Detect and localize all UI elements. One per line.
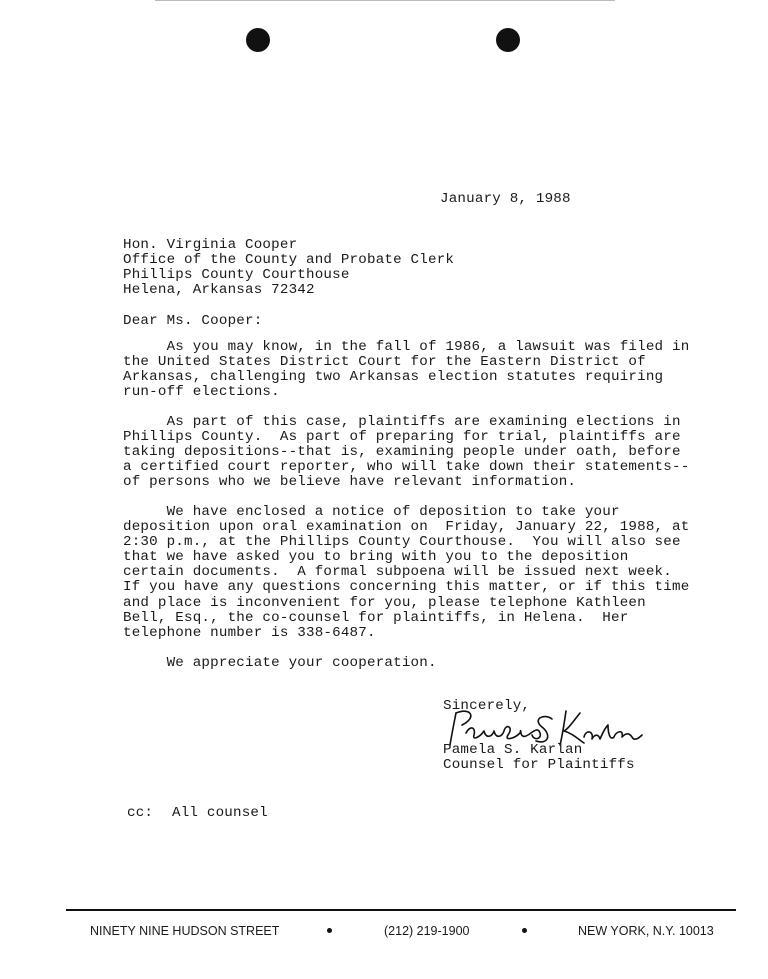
punch-hole-right <box>496 28 520 52</box>
paragraph-line: As part of this case, plaintiffs are examining elections in <box>123 414 681 430</box>
letter-date: January 8, 1988 <box>440 191 571 207</box>
footer-phone: (212) 219-1900 <box>384 924 470 938</box>
paragraph-line: If you have any questions concerning this matter, or if this time <box>123 579 690 596</box>
paragraph-line: telephone number is 338-6487. <box>123 624 376 641</box>
paragraph-line: certain documents. A formal subpoena will be issued next week. <box>123 564 672 581</box>
cc-label: cc: <box>127 805 154 821</box>
paragraph-line: 2:30 p.m., at the Phillips County Courthouse. You will also see <box>123 534 681 551</box>
cc-recipients: All counsel <box>172 805 268 821</box>
paragraph-line: Arkansas, challenging two Arkansas election statutes requiring <box>123 369 664 386</box>
signer-title: Counsel for Plaintiffs <box>443 757 635 773</box>
punch-hole-left <box>246 28 270 52</box>
paragraph-line: and place is inconvenient for you, please telephone Kathleen <box>123 594 646 611</box>
paragraph-1 <box>123 340 689 400</box>
paragraph-line: the United States District Court for the Eastern District of <box>123 354 646 371</box>
bullet-separator <box>327 928 332 933</box>
address-line: Office of the County and Probate Clerk <box>123 252 455 268</box>
top-page-edge <box>155 0 615 1</box>
paragraph-line: that we have asked you to bring with you to the deposition <box>123 549 629 566</box>
paragraph-line: We appreciate your cooperation. <box>123 655 437 671</box>
footer-city: NEW YORK, N.Y. 10013 <box>578 924 714 938</box>
paragraph-line: a certified court reporter, who will take down their statements-- <box>123 459 690 476</box>
paragraph-line: taking depositions--that is, examining people under oath, before <box>123 444 681 461</box>
paragraph-3 <box>123 505 689 641</box>
paragraph-line: deposition upon oral examination on Friday, January 22, 1988, at <box>123 519 690 536</box>
paragraph-4 <box>123 656 437 671</box>
paragraph-line: run-off elections. <box>123 384 280 401</box>
paragraph-line: Bell, Esq., the co-counsel for plaintiffs, in Helena. Her <box>123 609 629 626</box>
signer-name: Pamela S. Karlan <box>443 742 583 758</box>
paragraph-line: Phillips County. As part of preparing for trial, plaintiffs are <box>123 429 681 446</box>
paragraph-line: of persons who we believe have relevant information. <box>123 474 577 491</box>
salutation: Dear Ms. Cooper: <box>123 313 263 329</box>
paragraph-2 <box>123 415 689 490</box>
footer-divider <box>66 909 736 911</box>
address-line: Helena, Arkansas 72342 <box>123 282 315 298</box>
closing: Sincerely, <box>443 698 531 714</box>
footer-street: NINETY NINE HUDSON STREET <box>90 924 280 938</box>
paragraph-line: We have enclosed a notice of deposition to take your <box>123 504 620 520</box>
paragraph-line: As you may know, in the fall of 1986, a lawsuit was filed in <box>123 339 690 355</box>
address-line: Hon. Virginia Cooper <box>123 237 298 253</box>
bullet-separator <box>522 928 527 933</box>
address-line: Phillips County Courthouse <box>123 267 350 283</box>
